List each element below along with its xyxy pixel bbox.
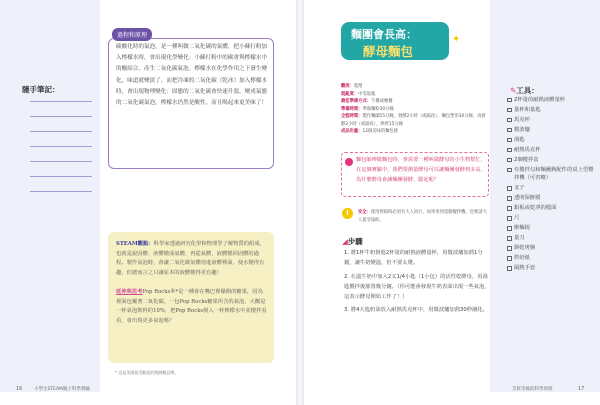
tool-item: 微波爐 [507,126,595,134]
tool-item: 有攪拌勾和麵團鉤配件的桌上型攪拌機（可省略） [507,166,595,182]
tool-item: 鋁板或乾淨的檯面 [507,204,595,212]
notes-title: 隨手筆記： [22,85,60,94]
recipe-meta [341,83,489,136]
page-number-right: 17 [578,386,585,392]
extension-text: Pop Rocks®*是一種會在嘴巴裡爆開的糖果，因為裡面包覆著二氧化碳。一包Pop Rocks糖果所含的氣泡，大概是一杯氣泡飲料的10%，把Pop Rocks倒入一杯檸檬水中並攪拌看看，會出現更多氣泡嗎？ [116,288,267,324]
checkbox-icon [507,236,512,241]
note-line [30,161,92,162]
step-item: 2. 在溫牛奶中加入2又1/4小匙（1小包）的活性乾酵母，用湯匙攪拌後靜置幾分鐘。（你可能會發現牛奶表面出現一些氣泡，這表示酵母開始工作了！） [344,273,490,301]
book-gutter [296,0,304,405]
question-text: 麵包師傅做麵包時，會需要一種叫做酵母的小生物幫忙，在這個實驗中，我們要測量酵母可以讓麵團發酵到多高，為什麼酵母會讓麵團發酵、膨起呢？ [356,157,486,183]
step-item: 1. 將1杯牛奶倒進2杯量的耐熱液體量杯，用微波爐加熱1分鐘，讓牛奶變溫，但不要太燙。 [344,250,483,267]
tools-title: ✎工具： [510,86,539,95]
tool-item: 隔熱手套 [507,264,595,272]
note-line [30,146,92,147]
tool-item: 2個攪拌盆 [507,156,595,164]
step-item: 3. 將4大匙奶油放入耐熱馬克杯中，用微波爐加熱30秒融化。 [344,307,488,314]
tool-item: 烘焙紙 [507,254,595,262]
note-line [30,191,92,192]
warning-text: 使用烤箱時必須有大人同行，如果用到電動攪拌機，也要請大人從旁協助。 [358,210,487,223]
warning-label: 安全： [358,210,371,215]
steam-text: 科學家透過研究化學和物理學了解物質的組成，也就是說因體、液體變成氣體，再從氣體，液體變回固體的過程。製作氣泡時，會讓二氧化碳氣體溶進液體裡面，使水變得有趣，但總而言之只讓原本的液體變得更有趣！ [116,241,265,276]
checkbox-icon [507,148,512,153]
tool-item: 擀麵棍 [507,224,595,232]
warning-icon: ! [342,208,353,219]
process-text: 碳酸化時的氣泡，是一種叫做二氧化碳的氣體，把小蘇打粉加入檸檬水時，會出現化學變化：小蘇打粉中的碳會與檸檬水中的酸結合，產生二氧化碳氣泡。檸檬水在化學作用之下發生變化，味道就變淡了。而把冷凍的二氧化碳（乾冰）加入檸檬水時，會出現物理變化：固態的二氧化碳會快速升溫，變成氣態的二氧化碳氣泡。檸檬水仍然是酸性，而且喝起來更美味了！ [116,44,268,107]
checkbox-icon [507,256,512,261]
checkbox-icon [507,206,512,211]
checkbox-icon [507,158,512,163]
meta-row: 混亂度：中等混亂 [341,91,376,97]
title-line2: 酵母麵包 [363,44,414,59]
left-footer: 小學生STEAM親子科學實驗 [34,387,90,392]
tool-item: 耐熱馬克杯 [507,146,595,154]
meta-row: 全程時間：製作麵團15分鐘，發酵2小時（或隔夜），麵包塑形30分鐘，再發酵2小時（或隔夜），烘烤15分鐘 [341,114,486,127]
tool-item: 叉子 [507,184,595,192]
steps-icon: ◢ [342,237,348,246]
question-icon [345,158,353,166]
sparkle-icon: ✦ [452,34,461,45]
checkbox-icon [507,118,512,123]
warning-text-block [358,209,488,225]
checkbox-icon [507,186,512,191]
steam-title: STEAM觀點： [116,241,154,247]
meta-row: 最佳準備方式：午餐或晚餐 [341,99,393,104]
tools-list [507,96,595,274]
note-line [30,101,92,102]
meta-row: 準備時間：準備麵粉30分鐘 [341,106,394,112]
tool-item: 尺 [507,214,595,222]
notes-sidebar [0,0,100,392]
checkbox-icon [507,266,512,271]
tool-item: 餅乾烤盤 [507,244,595,252]
checkbox-icon [507,168,512,173]
footnote: * 這是美國很受歡迎的跳跳糖品牌。 [115,370,179,375]
tool-item: 量刀 [507,234,595,242]
meta-row: 成品份量：12個美味的麵包捲 [341,129,399,134]
tool-item: 馬克杯 [507,116,595,124]
meta-row: 難度：進階 [341,84,363,89]
checkbox-icon [507,138,512,143]
tool-item: 湯匙 [507,136,595,144]
steps-title: ◢步驟 [342,237,363,246]
checkbox-icon [507,216,512,221]
note-line [30,176,92,177]
tool-item: 透明保鮮膜 [507,194,595,202]
checkbox-icon [507,128,512,133]
right-footer: 烹飪等後的科學原理 [512,387,553,392]
steps-list [344,248,492,319]
tool-item: 量杯和量匙 [507,106,595,114]
process-tag: 過程和原理 [112,28,152,41]
page-number-left: 16 [16,386,23,392]
checkbox-icon [507,196,512,201]
pencil-icon: ✎ [510,86,517,95]
checkbox-icon [507,246,512,251]
title-badge [341,22,449,60]
note-line [30,131,92,132]
checkbox-icon [507,108,512,113]
checkbox-icon [507,98,512,103]
extension-title: 延伸與思考 [116,288,143,295]
title-line1: 麵團會長高： [351,28,417,41]
steam-text-block [116,240,268,326]
note-line [30,116,92,117]
tool-item: 2杯量的耐熱液體量杯 [507,96,595,104]
checkbox-icon [507,226,512,231]
